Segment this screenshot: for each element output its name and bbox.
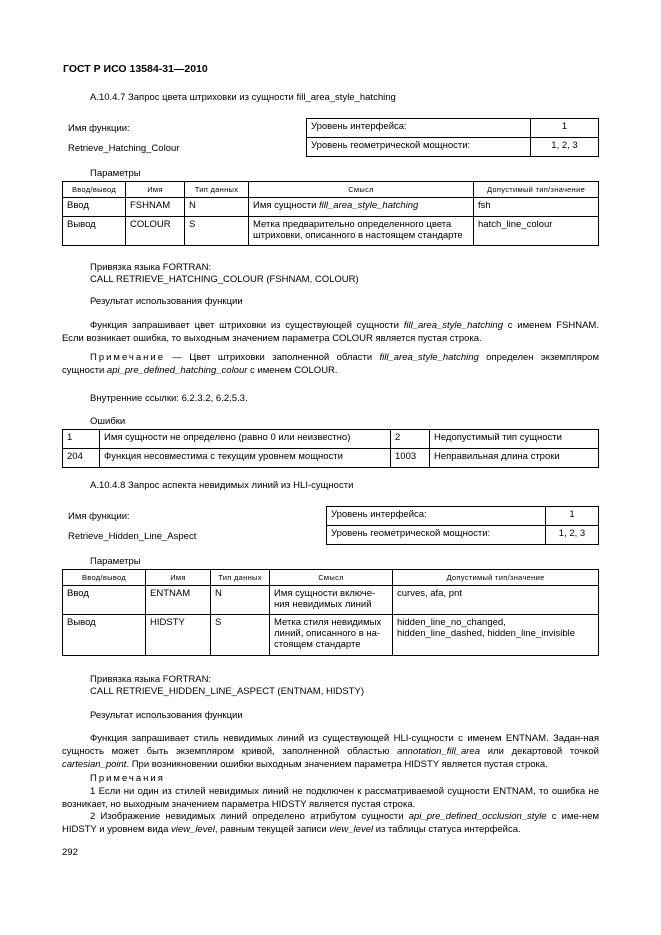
function-label: Имя функции: [68, 123, 130, 134]
table-cell: COLOUR [126, 217, 185, 246]
function-name: Retrieve_Hatching_Colour [68, 143, 180, 154]
params-label: Параметры [90, 168, 141, 179]
column-header: Тип данных [211, 570, 270, 586]
table-header-row [63, 182, 599, 198]
table-cell: Недопустимый тип сущности [430, 430, 599, 449]
table-cell: hidden_line_no_changed, hidden_line_dashed, hidden_line_invisible [393, 615, 599, 656]
table-row [63, 198, 599, 217]
binding-call: CALL RETRIEVE_HATCHING_COLOUR (FSHNAM, COLOUR) [90, 274, 359, 285]
column-header: Ввод/вывод [63, 182, 126, 198]
table-cell: N [185, 198, 249, 217]
table-cell: Неправильная длина строки [430, 449, 599, 468]
table-header-row [63, 570, 599, 586]
table-cell: Метка предварительно определенного цвета штриховки, описанного в настоящем стандарте [249, 217, 474, 246]
table-row [307, 138, 599, 157]
table-cell: fsh [474, 198, 599, 217]
level-table [306, 118, 599, 157]
table-row [63, 430, 599, 449]
column-header: Допустимый тип/значение [393, 570, 599, 586]
column-header: Тип данных [185, 182, 249, 198]
table-cell: 1, 2, 3 [546, 526, 599, 545]
description: Функция запрашивает цвет штриховки из существующей сущности fill_area_style_hatching с именем FSHNAM. Если возникает ошибка, то выходным значением параметра COLOUR является пустая строка. [62, 320, 599, 344]
table-cell: 2 [391, 430, 430, 449]
binding-label: Привязка языка FORTRAN: [90, 674, 212, 685]
table-cell: Функция несовместима с текущим уровнем мощности [100, 449, 391, 468]
note-1: 1 Если ни один из стилей невидимых линий не подключен к рассматриваемой сущности ENTNAM, то ошибка не возникает, но выходным значением параметра HIDSTY является пустая строка. [62, 786, 599, 810]
column-header: Смысл [249, 182, 474, 198]
table-cell: N [211, 586, 270, 615]
column-header: Имя [126, 182, 185, 198]
table-cell: Ввод [63, 586, 146, 615]
table-cell: Уровень геометрической мощности: [327, 526, 546, 545]
binding-label: Привязка языка FORTRAN: [90, 262, 212, 273]
errors-label: Ошибки [90, 416, 126, 427]
binding-call: CALL RETRIEVE_HIDDEN_LINE_ASPECT (ENTNAM, HIDSTY) [90, 686, 364, 697]
column-header: Смысл [270, 570, 393, 586]
table-row [327, 507, 599, 526]
params-table [62, 181, 599, 246]
table-cell: hatch_line_colour [474, 217, 599, 246]
description: Функция запрашивает стиль невидимых линий из существующей HLI-сущности с именем ENTNAM. Задан-ная сущность может быть экземпляром кривой, заполненной областью annotation_fill_area или декартовой точкой cartesian_point. При возникновении ошибки выходным значением параметра HIDSTY является пустая строка. [62, 733, 599, 770]
table-cell: curves, afa, pnt [393, 586, 599, 615]
table-cell: Вывод [63, 217, 126, 246]
table-cell: 1 [63, 430, 100, 449]
notes-label: Примечания [90, 773, 165, 784]
table-cell: 204 [63, 449, 100, 468]
table-cell: S [211, 615, 270, 656]
column-header: Имя [146, 570, 211, 586]
note: Примечание — Цвет штриховки заполненной области fill_area_style_hatching определен экземпляром сущности api_pre_defined_hatching_colour с именем COLOUR. [62, 352, 599, 376]
column-header: Ввод/вывод [63, 570, 146, 586]
params-table [62, 569, 599, 656]
table-cell: HIDSTY [146, 615, 211, 656]
table-cell: 1, 2, 3 [531, 138, 599, 157]
params-label: Параметры [90, 556, 141, 567]
table-row [63, 217, 599, 246]
table-cell: ENTNAM [146, 586, 211, 615]
result-label: Результат использования функции [90, 296, 243, 307]
section-heading: А.10.4.8 Запрос аспекта невидимых линий из HLI-сущности [90, 480, 354, 491]
table-cell: Имя сущности не определено (равно 0 или неизвестно) [100, 430, 391, 449]
table-cell: S [185, 217, 249, 246]
errors-table [62, 429, 599, 468]
table-cell: Вывод [63, 615, 146, 656]
table-row [63, 449, 599, 468]
table-cell: Уровень геометрической мощности: [307, 138, 531, 157]
note-2: 2 Изображение невидимых линий определено атрибутом сущности api_pre_defined_occlusion_style с име-нем HIDSTY и уровнем вида view_level, равным текущей записи view_level из таблицы статуса интерфейса. [62, 811, 599, 835]
table-cell: 1 [546, 507, 599, 526]
page-number: 292 [62, 847, 78, 858]
table-cell: Уровень интерфейса: [307, 119, 531, 138]
table-cell: Имя сущности fill_area_style_hatching [249, 198, 474, 217]
table-row [327, 526, 599, 545]
function-label: Имя функции: [68, 511, 130, 522]
level-table [326, 506, 599, 545]
table-row [63, 615, 599, 656]
table-cell: Ввод [63, 198, 126, 217]
table-cell: Уровень интерфейса: [327, 507, 546, 526]
document-header: ГОСТ Р ИСО 13584-31—2010 [63, 63, 208, 75]
result-label: Результат использования функции [90, 710, 243, 721]
table-cell: Метка стиля невидимых линий, описанного в на-стоящем стандарте [270, 615, 393, 656]
table-row [63, 586, 599, 615]
table-cell: FSHNAM [126, 198, 185, 217]
column-header: Допустимый тип/значение [474, 182, 599, 198]
table-cell: 1003 [391, 449, 430, 468]
table-cell: Имя сущности включе-ния невидимых линий [270, 586, 393, 615]
section-heading: А.10.4.7 Запрос цвета штриховки из сущности fill_area_style_hatching [90, 92, 396, 103]
table-cell: 1 [531, 119, 599, 138]
function-name: Retrieve_Hidden_Line_Aspect [68, 531, 197, 542]
table-row [307, 119, 599, 138]
internal-refs: Внутренние ссылки: 6.2.3.2, 6.2.5.3. [90, 393, 248, 404]
